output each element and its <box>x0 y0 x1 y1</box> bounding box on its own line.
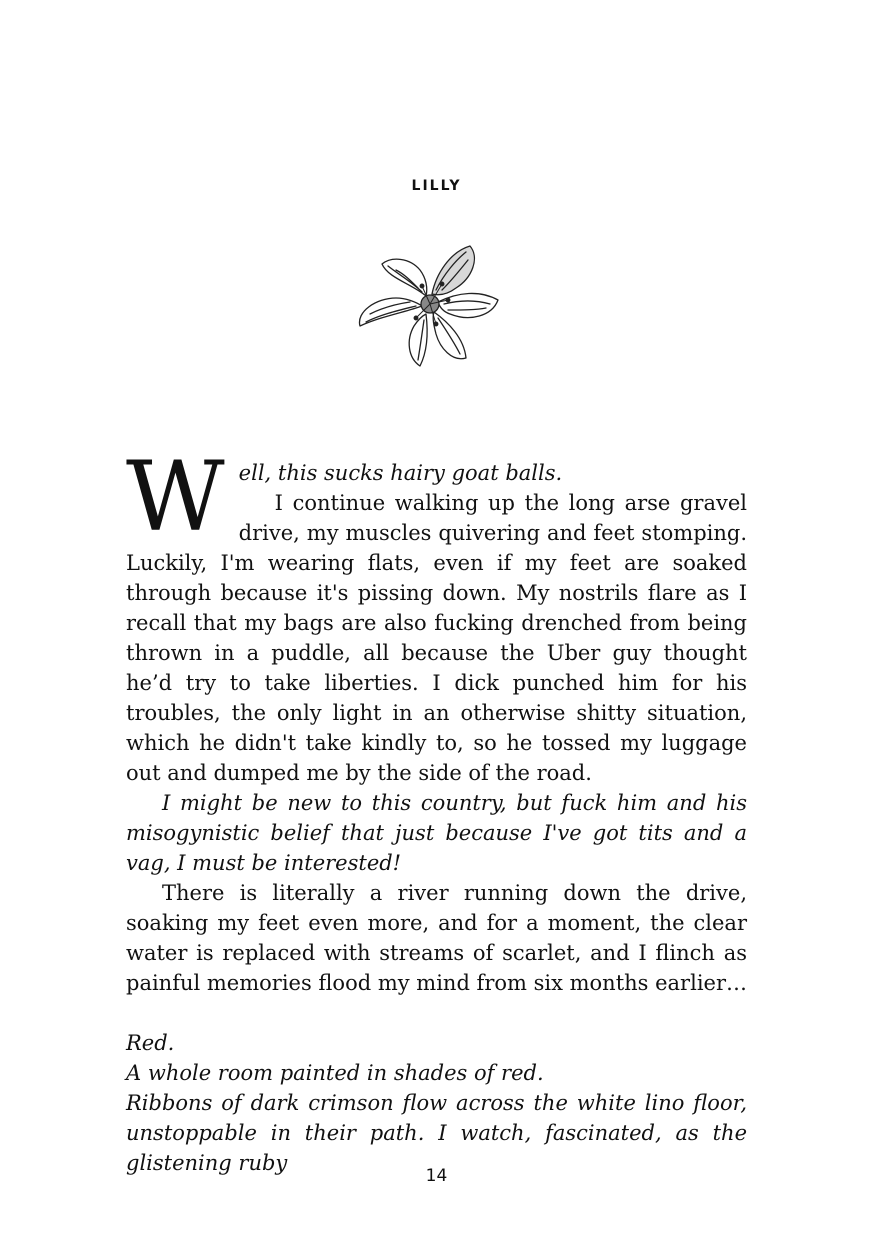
opening-line: ell, this sucks hairy goat balls. <box>238 461 563 485</box>
paragraph-3: There is literally a river running down the drive, soaking my feet even more, and for a moment, the clear water is replaced with streams of scarlet, and I flinch as painful memories flood my mind from six months earlier… <box>126 881 747 995</box>
flashback-line-3: Ribbons of dark crimson flow across the white lino floor, unstoppable in their path. I watch, fascinated, as the glistening ruby <box>126 1091 747 1175</box>
page-number: 14 <box>425 1166 448 1186</box>
section-gap <box>126 998 747 1028</box>
paragraph-1: I continue walking up the long arse gravel drive, my muscles quivering and feet stomping. Luckily, I'm wearing flats, even if my feet are soaked through because it's pissing down. My nostrils flare as I recall that my bags are also fucking drenched from being thrown in a puddle, all because the Uber guy thought he’d try to take liberties. I dick punched him for his troubles, the only light in an otherwise shitty situation, which he didn't take kindly to, so he tossed my luggage out and dumped me by the side of the road. <box>126 491 747 785</box>
chapter-text <box>126 441 747 1178</box>
flower-ornament-icon <box>352 234 508 370</box>
chapter-title: LILLY <box>411 178 462 194</box>
drop-cap: W <box>126 441 225 553</box>
paragraph-2: I might be new to this country, but fuck him and his misogynistic belief that just because I've got tits and a vag, I must be interested! <box>126 791 747 875</box>
flashback-line-1: Red. <box>126 1031 175 1055</box>
opening-paragraph <box>126 441 747 553</box>
flashback-line-2: A whole room painted in shades of red. <box>126 1061 544 1085</box>
